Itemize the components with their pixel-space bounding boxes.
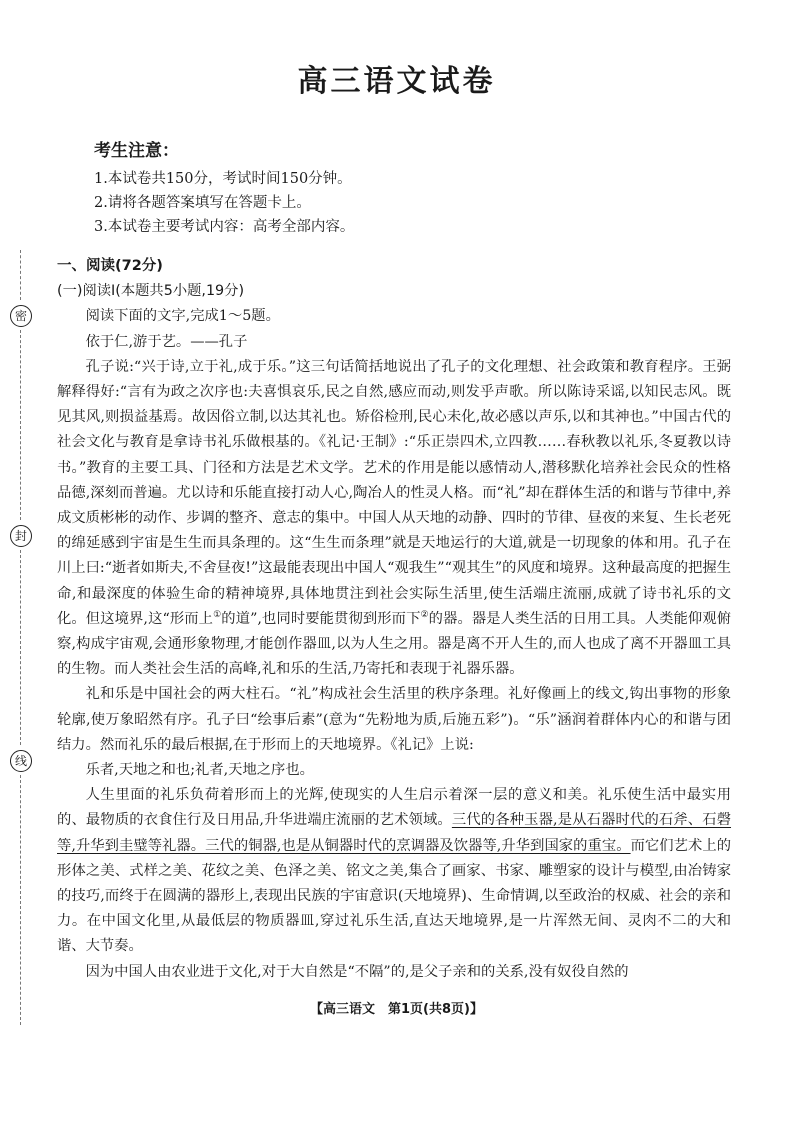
- footnote-1-marker: ①: [213, 610, 222, 621]
- notice-item: 3.本试卷主要考试内容：高考全部内容。: [94, 219, 355, 235]
- seal-mark-feng: 封: [10, 525, 32, 547]
- passage-paragraph-4: 因为中国人由农业进于文化,对于大自然是“不隔”的,是父子亲和的关系,没有奴役自然的: [85, 963, 629, 980]
- subsection-title: (一)阅读Ⅰ(本题共5小题,19分): [57, 283, 245, 300]
- notice-heading: 考生注意：: [94, 141, 179, 161]
- reading-section: [57, 254, 731, 985]
- instruction: 阅读下面的文字,完成1～5题。: [85, 308, 280, 325]
- page-footer: 【高三语文 第1页(共8页)】: [310, 1002, 483, 1017]
- seal-mark-mi: 密: [10, 305, 32, 327]
- candidate-notice: [94, 136, 694, 239]
- passage-paragraph-3: 人生里面的礼乐负荷着形而上的光辉,使现实的人生启示着深一层的意义和美。礼乐使生活中最实用的、最物质的衣食住行及日用品,升华进端庄流丽的艺术领域。三代的各种玉器,是从石器时代的石斧、石磬等,升华到圭璧等礼器。三代的铜器,也是从铜器时代的烹调器及饮器等,升华到国家的重宝。而它们艺术上的形体之美、式样之美、花纹之美、色泽之美、铭文之美,集合了画家、书家、雕塑家的设计与模型,由冶铸家的技巧,而终于在圆满的器形上,表现出民族的宇宙意识(天地境界)、生命情调,以至政治的权威、社会的亲和力。在中国文化里,从最低层的物质器皿,穿过礼乐生活,直达天地境界,是一片浑然无间、灵肉不二的大和谐、大节奏。: [57, 787, 732, 955]
- binding-line: [20, 330, 21, 520]
- binding-line: [20, 775, 21, 1025]
- seal-mark-xian: 线: [10, 750, 32, 772]
- binding-line: [20, 550, 21, 745]
- section-title: 一、阅读(72分): [57, 258, 163, 274]
- passage-paragraph-1: 孔子说:“兴于诗,立于礼,成于乐。”这三句话简括地说出了孔子的文化理想、社会政策和教育程序。王弼解释得好:“言有为政之次序也:夫喜惧哀乐,民之自然,感应而动,则发乎声歌。所以陈诗采谣,以知民志风。既见其风,则损益基焉。故因俗立制,以达其礼也。矫俗检刑,民心未化,故必感以声乐,以和其神也。”中国古代的社会文化与教育是拿诗书礼乐做根基的。《礼记·王制》:“乐正崇四术,立四教……春秋教以礼乐,冬夏教以诗书。”教育的主要工具、门径和方法是艺术文学。艺术的作用是能以感情动人,潜移默化培养社会民众的性格品德,深刻而普遍。尤以诗和乐能直接打动人心,陶冶人的性灵人格。而“礼”却在群体生活的和谐与节律中,养成文质彬彬的动作、步调的整齐、意志的集中。中国人从天地的动静、四时的节律、昼夜的来复、生长老死的绵延感到宇宙是生生而具条理的。这“生生而条理”就是天地运行的大道,就是一切现象的体和用。孔子在川上曰:“逝者如斯夫,不舍昼夜!”这最能表现出中国人“观我生”“观其生”的风度和境界。这种最高度的把握生命,和最深度的体验生命的精神境界,具体地贯注到社会实际生活里,使生活端庄流丽,成就了诗书礼乐的文化。但这境界,这“形而上①的道”,也同时要能贯彻到形而下②的器。器是人类生活的日用工具。人类能仰观俯察,构成宇宙观,会通形象物理,才能创作器皿,以为人生之用。器是离不开人生的,而人也成了离不开器皿工具的生物。而人类社会生活的高峰,礼和乐的生活,乃寄托和表现于礼器乐器。: [57, 358, 732, 678]
- notice-item: 2.请将各题答案填写在答题卡上。: [94, 195, 311, 211]
- epigraph: 依于仁,游于艺。——孔子: [85, 333, 248, 350]
- underlined-sentence: 三代的各种玉器,是从石器时代的石斧、石磬等,升华到圭璧等礼器。三代的铜器,也是从铜器时代的烹调器及饮器等,升华到国家的重宝。: [57, 812, 732, 854]
- passage-quote: 乐者,天地之和也;礼者,天地之序也。: [85, 762, 314, 779]
- page-title: 高三语文试卷: [297, 64, 496, 99]
- binding-line: [20, 250, 21, 300]
- notice-item: 1.本试卷共150分，考试时间150分钟。: [94, 171, 352, 187]
- footnote-2-marker: ②: [420, 610, 429, 621]
- passage-paragraph-2: 礼和乐是中国社会的两大柱石。“礼”构成社会生活里的秩序条理。礼好像画上的线文,钩出事物的形象轮廓,使万象昭然有序。孔子曰“绘事后素”(意为“先粉地为质,后施五彩”)。“乐”涵润着群体内心的和谐与团结力。然而礼乐的最后根据,在于形而上的天地境界。《礼记》上说:: [57, 686, 731, 753]
